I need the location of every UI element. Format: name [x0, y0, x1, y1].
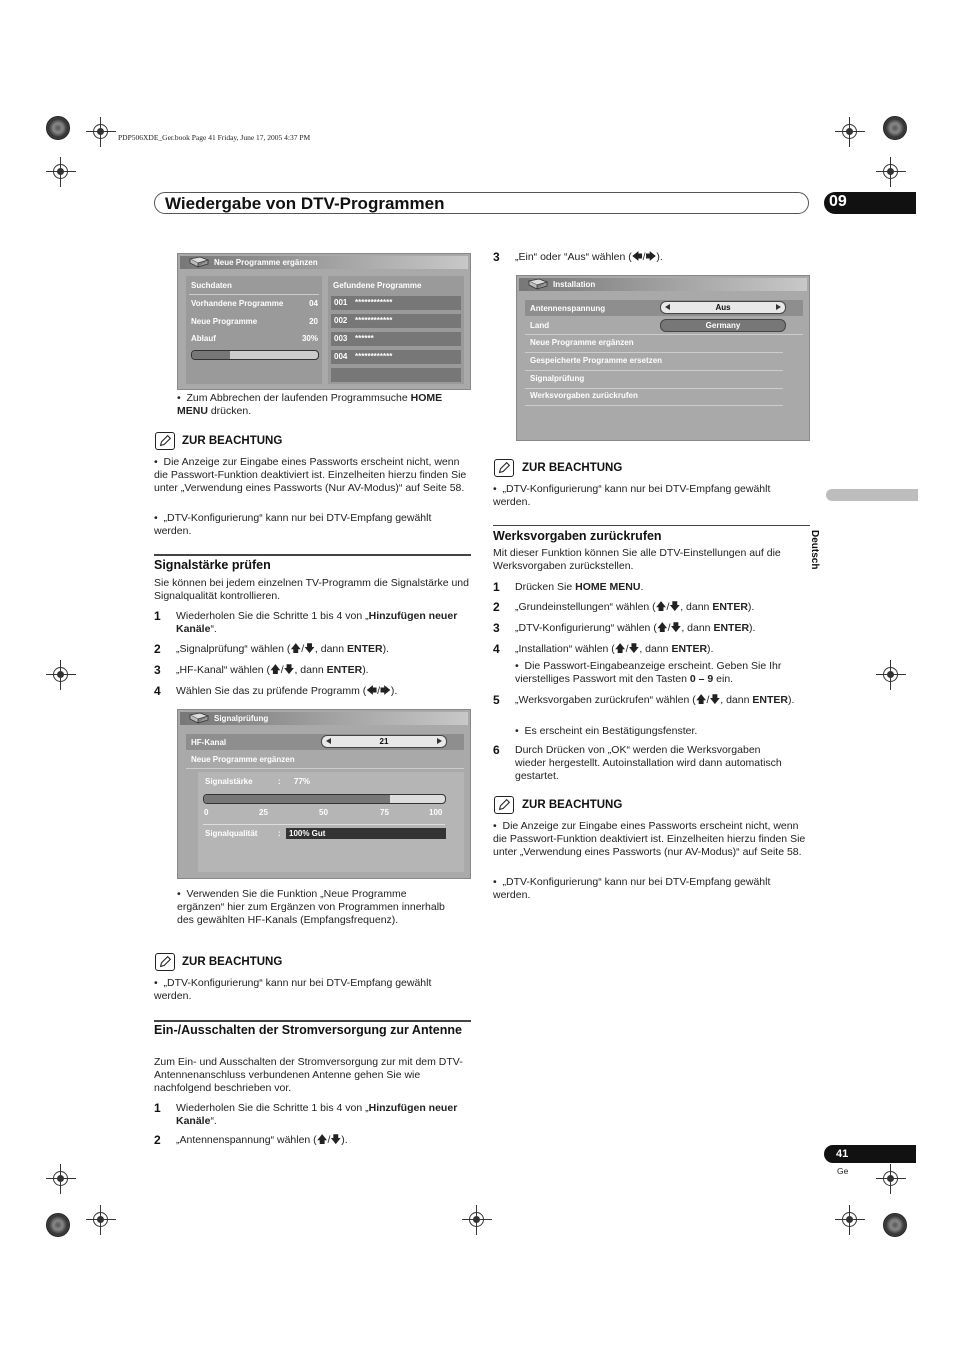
note-heading: ZUR BEACHTUNG	[522, 462, 623, 474]
step-text	[515, 622, 805, 635]
step-text-bold: HOME MENU	[575, 581, 641, 593]
arrow-left-icon	[665, 304, 670, 310]
scale-tick-label: 50	[319, 808, 328, 817]
scale-tick-label: 25	[259, 808, 268, 817]
step-text-part: „HF-Kanal“ wählen (	[176, 664, 270, 676]
section-heading: Ein-/Ausschalten der Stromversorgung zur Antenne	[154, 1023, 462, 1037]
registration-mark-icon	[876, 660, 906, 690]
step-text-bold: ENTER	[752, 694, 788, 706]
note-pencil-icon	[155, 432, 175, 450]
arrow-down-icon: 🡇	[304, 643, 315, 655]
antenna-power-selector[interactable]	[660, 301, 786, 314]
step-text-bold: Hinzufügen neuer Kanäle	[176, 1102, 458, 1127]
row-label: Vorhandene Programme	[191, 299, 284, 308]
quality-value: 100% Gut	[289, 829, 326, 838]
row-label: Neue Programme ergänzen	[191, 755, 295, 764]
scale-tick-label: 100	[429, 808, 443, 817]
hf-channel-row	[186, 734, 464, 750]
screen-signalpruefung	[177, 709, 471, 879]
note-text: „DTV-Konfigurierung“ kann nur bei DTV-Empfang gewählt werden.	[493, 876, 771, 901]
chapter-number: 09	[829, 193, 847, 210]
step-text-part: ).	[656, 251, 663, 263]
registration-mark-icon	[876, 157, 906, 187]
row-value: 30%	[301, 334, 318, 343]
hf-channel-selector[interactable]	[321, 735, 447, 748]
registration-disc-icon	[883, 116, 907, 140]
step-text-part: , dann	[720, 694, 753, 706]
registration-mark-icon	[835, 117, 865, 147]
program-number: 002	[334, 316, 348, 325]
step-text-part: /	[377, 685, 381, 697]
row-label: Land	[530, 321, 550, 330]
key-label: 0 – 9	[689, 673, 714, 685]
registration-mark-icon	[876, 1164, 906, 1194]
step-text-part: .	[640, 581, 644, 593]
program-row	[331, 350, 461, 364]
screen-title: Neue Programme ergänzen	[214, 258, 318, 267]
step-number: 3	[493, 621, 500, 635]
page-header	[154, 192, 809, 214]
program-name: ************	[355, 316, 393, 325]
note-bullet: • „DTV-Konfigurierung“ kann nur bei DTV-Empfang gewählt werden.	[493, 483, 771, 508]
row-label: Antennenspannung	[530, 304, 606, 313]
row-label: Gespeicherte Programme ersetzen	[530, 356, 663, 365]
step-text-part: , dann	[680, 601, 713, 613]
step-text-part: „Grundeinstellungen“ wählen (	[515, 601, 656, 613]
step-text-part: „DTV-Konfigurierung“ wählen (	[515, 622, 657, 634]
step-text	[515, 251, 805, 264]
step-text	[176, 664, 466, 677]
arrow-up-icon: 🡅	[655, 601, 667, 613]
arrow-right-icon	[437, 738, 442, 744]
arrow-left-icon: 🡄	[631, 251, 643, 263]
arrow-up-icon: 🡅	[269, 664, 281, 676]
hf-channel-value: 21	[379, 737, 389, 746]
step-text-bold: ENTER	[713, 622, 750, 634]
side-language-label: Deutsch	[809, 530, 820, 570]
step-number: 6	[493, 743, 500, 757]
note-pencil-icon	[155, 953, 175, 971]
signal-panel	[198, 772, 464, 872]
step-number: 3	[154, 663, 161, 677]
row-label: Signalprüfung	[530, 374, 585, 383]
bullet-text: Verwenden Sie die Funktion „Neue Programme ergänzen“ hier zum Ergänzen von Programmen innerhalb des gewählten HF-Kanals (Empfangsfrequenz).	[177, 888, 445, 926]
colon: :	[278, 829, 281, 838]
row-label: Ablauf	[191, 334, 216, 343]
note-bullet: • „DTV-Konfigurierung“ kann nur bei DTV-Empfang gewählt werden.	[154, 977, 432, 1002]
step-text-part: ).	[747, 601, 755, 613]
step-bullet: • Es erscheint ein Bestätigungsfenster.	[515, 725, 698, 737]
row-label: HF-Kanal	[191, 738, 227, 747]
note-text: „DTV-Konfigurierung“ kann nur bei DTV-Empfang gewählt werden.	[154, 977, 432, 1002]
arrow-up-icon: 🡅	[316, 1134, 328, 1146]
step-bullet: • Die Passwort-Eingabeanzeige erscheint. Geben Sie Ihr vierstelliges Passwort mit den Tasten 0 – 9 ein.	[515, 660, 782, 685]
program-name: ************	[355, 352, 393, 361]
step-text-bold: ENTER	[712, 601, 748, 613]
note-bullet: • Die Anzeige zur Eingabe eines Passworts erscheint nicht, wenn die Passwort-Funktion deaktiviert ist. Einzelheiten hierzu finden Sie unter „Verwendung eines Passworts (nur AV-Modus)“ auf Seite 58.	[493, 820, 806, 858]
step-text-part: ).	[362, 664, 369, 676]
step-text	[176, 643, 466, 656]
program-row	[331, 314, 461, 328]
row-label: Neue Programme	[191, 317, 258, 326]
strength-bar	[203, 794, 446, 804]
step-text-part: ).	[390, 685, 398, 697]
note-bullet: • „DTV-Konfigurierung“ kann nur bei DTV-Empfang gewählt werden.	[154, 512, 432, 537]
arrow-up-icon: 🡅	[695, 694, 707, 706]
screen-installation	[516, 275, 810, 441]
step-number: 1	[154, 609, 161, 623]
bullet-text: ein.	[713, 673, 734, 685]
program-name: ************	[355, 298, 393, 307]
arrow-up-icon: 🡅	[614, 643, 626, 655]
step-text	[515, 643, 805, 656]
screen-title-bar	[180, 256, 468, 269]
step-text-part: ).	[749, 622, 756, 634]
step-text-bold: ENTER	[347, 643, 383, 655]
note-text: „DTV-Konfigurierung“ kann nur bei DTV-Empfang gewählt werden.	[154, 512, 432, 537]
menu-item-gespeicherte-programme[interactable]	[525, 353, 783, 371]
arrow-down-icon: 🡇	[670, 622, 682, 634]
menu-item-werksvorgaben[interactable]	[525, 388, 783, 406]
step-text	[176, 1102, 466, 1128]
panel-header: Suchdaten	[191, 281, 232, 290]
antenna-power-value: Aus	[715, 303, 731, 312]
step-number: 4	[493, 642, 500, 656]
step-text-part: “.	[210, 1115, 217, 1127]
note-text: Die Anzeige zur Eingabe eines Passworts erscheint nicht, wenn die Passwort-Funktion deaktiviert ist. Einzelheiten hierzu finden Sie unter „Verwendung eines Passworts (nur AV-Modus)“ auf Seite 58.	[493, 820, 806, 858]
section-rule	[493, 525, 810, 526]
step-text	[515, 601, 805, 614]
bullet-abort-search: • Zum Abbrechen der laufenden Programmsuche HOME MENU drücken.	[177, 392, 443, 417]
quality-bar	[286, 828, 446, 839]
step-text-part: „Signalprüfung“ wählen (	[176, 643, 291, 655]
arrow-left-icon: 🡄	[366, 685, 378, 697]
page-number-badge	[824, 1145, 916, 1163]
country-value: Germany	[705, 321, 741, 330]
arrow-down-icon: 🡇	[628, 643, 640, 655]
step-text-part: Drücken Sie	[515, 581, 576, 593]
side-tab	[826, 489, 918, 501]
note-heading: ZUR BEACHTUNG	[522, 799, 623, 811]
step-number: 4	[154, 684, 161, 698]
arrow-up-icon: 🡅	[656, 622, 668, 634]
step-text-bold: ENTER	[671, 643, 708, 655]
step-text-part: /	[301, 643, 305, 655]
program-row-empty	[331, 368, 461, 382]
row-label: Werksvorgaben zurückrufen	[530, 391, 638, 400]
step-text: Durch Drücken von „OK“ werden die Werksvorgaben wieder hergestellt. Autoinstallation wird dann automatisch gestartet.	[515, 744, 782, 782]
step-text-part: ).	[382, 643, 390, 655]
registration-mark-icon	[46, 660, 76, 690]
note-pencil-icon	[494, 459, 514, 477]
step-number: 1	[493, 580, 500, 594]
step-text-part: /	[280, 664, 284, 676]
scale-tick-label: 75	[380, 808, 389, 817]
step-text-part: /	[625, 643, 629, 655]
step-text-part: /	[706, 694, 710, 706]
step-text-part: /	[327, 1134, 331, 1146]
program-number: 001	[334, 298, 348, 307]
section-intro: Mit dieser Funktion können Sie alle DTV-Einstellungen auf die Werksvorgaben zurückstellen.	[493, 547, 781, 572]
arrow-left-icon	[326, 738, 331, 744]
registration-mark-icon	[46, 157, 76, 187]
row-divider	[189, 294, 319, 295]
screen-title: Installation	[553, 280, 596, 289]
screen-title-bar	[180, 712, 468, 725]
section-heading: Signalstärke prüfen	[154, 558, 271, 572]
step-number: 5	[493, 693, 500, 707]
step-text-part: „Installation“ wählen (	[515, 643, 615, 655]
arrow-down-icon: 🡇	[283, 664, 295, 676]
step-text-part: “.	[210, 623, 217, 635]
step-text	[176, 685, 466, 698]
arrow-right-icon	[776, 304, 781, 310]
bullet-hf-hint: • Verwenden Sie die Funktion „Neue Programme ergänzen“ hier zum Ergänzen von Programmen innerhalb des gewählten HF-Kanals (Empfangsfrequenz).	[177, 888, 445, 926]
step-text-bold: Hinzufügen neuer Kanäle	[176, 610, 458, 635]
registration-disc-icon	[46, 116, 70, 140]
file-info-line: PDP506XDE_Ger.book Page 41 Friday, June 17, 2005 4:37 PM	[118, 133, 311, 142]
registration-disc-icon	[46, 1213, 70, 1237]
arrow-down-icon: 🡇	[709, 694, 721, 706]
program-number: 003	[334, 334, 348, 343]
panel-header: Gefundene Programme	[333, 281, 422, 290]
page-language-code: Ge	[837, 1166, 849, 1176]
program-row	[331, 332, 461, 346]
step-text-part: , dann	[639, 643, 672, 655]
tv-icon	[188, 256, 210, 268]
step-text-part: /	[666, 601, 670, 613]
step-text	[515, 581, 805, 594]
strength-label: Signalstärke	[205, 777, 253, 786]
step-text-bold: ENTER	[326, 664, 363, 676]
strength-value: 77%	[294, 777, 311, 786]
section-rule	[154, 1020, 471, 1022]
search-progress-bar	[191, 350, 319, 360]
step-text-part: , dann	[314, 643, 348, 655]
menu-item-antennenspannung[interactable]	[525, 300, 803, 316]
registration-mark-icon	[86, 1205, 116, 1235]
program-name: ******	[355, 334, 374, 343]
step-text-part: „Ein“ oder “Aus“ wählen (	[515, 251, 632, 263]
section-intro: Sie können bei jedem einzelnen TV-Programm die Signalstärke und Signalqualität kontrollieren.	[154, 577, 469, 602]
row-divider	[203, 824, 445, 825]
step-text-part: ).	[707, 643, 714, 655]
step-number: 2	[154, 1133, 161, 1147]
search-progress-fill	[192, 351, 230, 359]
step-number: 2	[493, 600, 500, 614]
step-text-part: Wählen Sie das zu prüfende Programm (	[176, 685, 367, 697]
chapter-badge	[824, 192, 916, 214]
bullet-text: drücken.	[207, 405, 252, 417]
screen-neue-programme	[177, 253, 471, 390]
step-number: 2	[154, 642, 161, 656]
registration-mark-icon	[86, 117, 116, 147]
note-pencil-icon	[494, 796, 514, 814]
arrow-down-icon: 🡇	[669, 601, 681, 613]
bullet-text: Die Passwort-Eingabeanzeige erscheint. Geben Sie Ihr vierstelliges Passwort mit den Tasten	[515, 660, 782, 685]
step-text	[515, 694, 805, 707]
registration-mark-icon	[835, 1205, 865, 1235]
arrow-right-icon: 🡆	[645, 251, 657, 263]
program-row	[331, 296, 461, 310]
step-text-part: Wiederholen Sie die Schritte 1 bis 4 von „	[176, 610, 369, 622]
step-number: 3	[493, 250, 500, 264]
section-intro: Zum Ein- und Ausschalten der Stromversorgung zur mit dem DTV-Antennenanschluss verbundenen Antenne gehen Sie wie nachfolgend beschrieben vor.	[154, 1056, 463, 1094]
note-text: Die Anzeige zur Eingabe eines Passworts erscheint nicht, wenn die Passwort-Funktion deaktiviert ist. Einzelheiten hierzu finden Sie unter „Verwendung eines Passworts (Nur AV-Modus)“ auf Seite 58.	[154, 456, 467, 494]
tv-icon	[527, 278, 549, 290]
step-text-part: ).	[341, 1134, 348, 1146]
note-bullet: • „DTV-Konfigurierung“ kann nur bei DTV-Empfang gewählt werden.	[493, 876, 771, 901]
step-text-part: „Antennenspannung“ wählen (	[176, 1134, 317, 1146]
scale-tick-label: 0	[204, 808, 209, 817]
row-value: 04	[309, 299, 318, 308]
step-text-part: , dann	[681, 622, 714, 634]
bullet-text: Es erscheint ein Bestätigungsfenster.	[524, 725, 698, 737]
country-selector[interactable]	[660, 319, 786, 332]
menu-item-neue-programme[interactable]	[525, 335, 783, 353]
note-heading: ZUR BEACHTUNG	[182, 956, 283, 968]
menu-item-land[interactable]	[525, 317, 803, 335]
tv-icon	[188, 712, 210, 724]
step-text-part: /	[642, 251, 646, 263]
note-heading: ZUR BEACHTUNG	[182, 435, 283, 447]
bullet-text: Zum Abbrechen der laufenden Programmsuche	[186, 392, 411, 404]
arrow-up-icon: 🡅	[290, 643, 302, 655]
note-bullet: • Die Anzeige zur Eingabe eines Passworts erscheint nicht, wenn die Passwort-Funktion deaktiviert ist. Einzelheiten hierzu finden Sie unter „Verwendung eines Passworts (Nur AV-Modus)“ auf Seite 58.	[154, 456, 467, 494]
page-title: Wiedergabe von DTV-Programmen	[165, 194, 445, 213]
row-value: 20	[309, 317, 318, 326]
key-label: HOME MENU	[177, 392, 443, 417]
program-number: 004	[334, 352, 348, 361]
note-text: „DTV-Konfigurierung“ kann nur bei DTV-Empfang gewählt werden.	[493, 483, 771, 508]
menu-item-signalpruefung[interactable]	[525, 371, 783, 389]
step-text-part: „Werksvorgaben zurückrufen“ wählen (	[515, 694, 696, 706]
row-label: Neue Programme ergänzen	[530, 338, 634, 347]
row-divider	[186, 768, 464, 769]
strength-bar-fill	[204, 795, 390, 803]
section-heading: Werksvorgaben zurückrufen	[493, 529, 662, 543]
section-rule	[154, 554, 471, 556]
arrow-down-icon: 🡇	[330, 1134, 342, 1146]
page-number: 41	[836, 1148, 849, 1160]
step-number: 1	[154, 1101, 161, 1115]
screen-title: Signalprüfung	[214, 714, 269, 723]
step-text	[176, 610, 466, 636]
step-text-part: , dann	[294, 664, 327, 676]
registration-disc-icon	[883, 1213, 907, 1237]
step-text-part: ).	[787, 694, 795, 706]
registration-mark-icon	[46, 1164, 76, 1194]
colon: :	[278, 777, 281, 786]
step-text-part: Wiederholen Sie die Schritte 1 bis 4 von „	[176, 1102, 369, 1114]
quality-label: Signalqualität	[205, 829, 258, 838]
arrow-right-icon: 🡆	[380, 685, 391, 697]
screen-title-bar	[519, 278, 807, 291]
step-text-part: /	[667, 622, 671, 634]
search-data-panel	[186, 276, 322, 384]
registration-mark-icon	[462, 1205, 492, 1235]
step-text	[176, 1134, 466, 1147]
found-programs-panel	[328, 276, 464, 384]
